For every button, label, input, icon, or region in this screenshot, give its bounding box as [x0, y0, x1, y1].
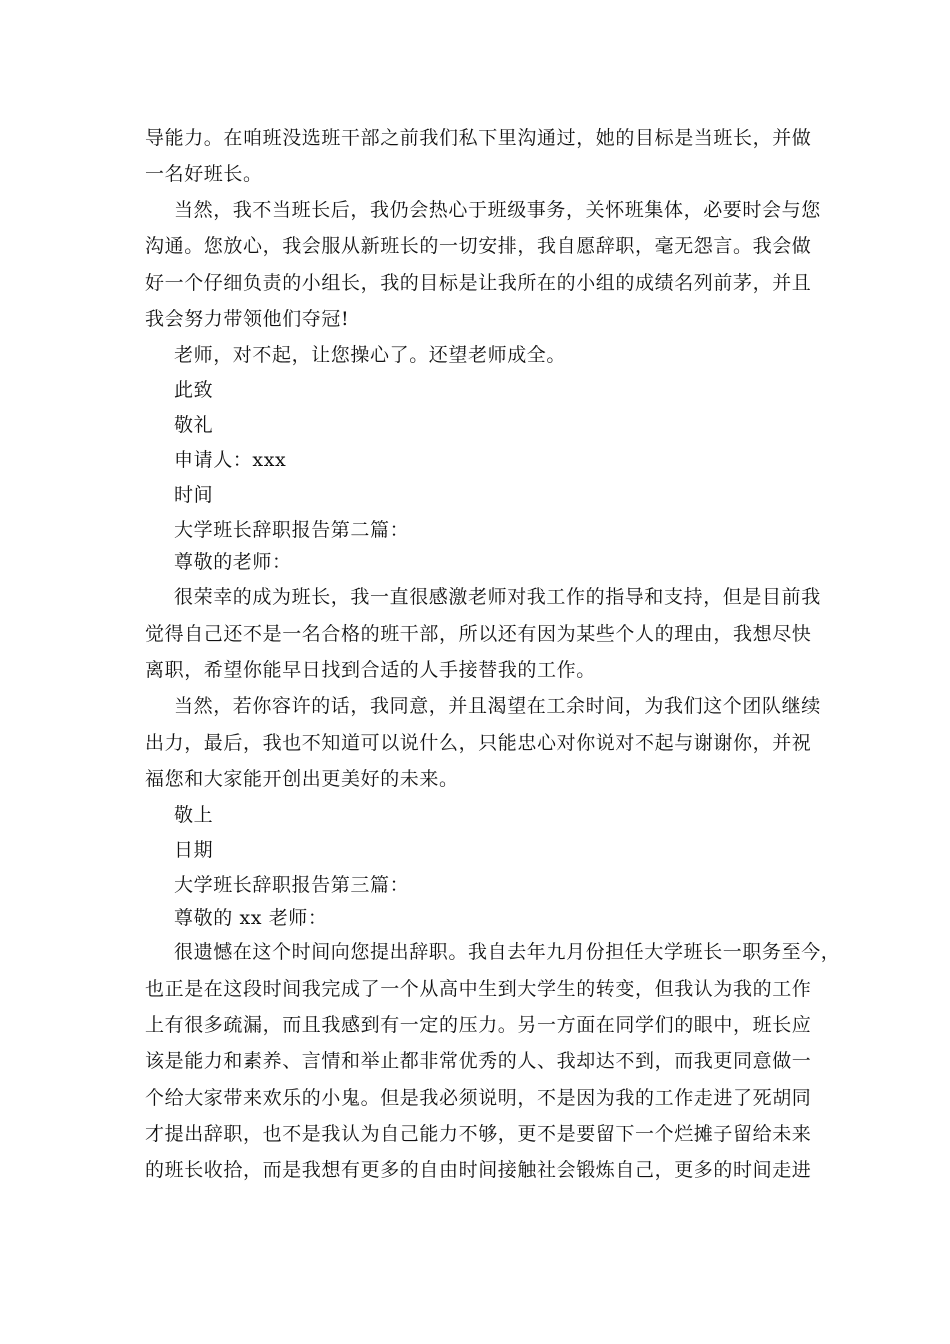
- text-line: 才提出辞职，也不是我认为自己能力不够，更不是要留下一个烂摊子留给未来: [145, 1123, 812, 1145]
- date-line: 时间: [174, 484, 214, 506]
- text-line: 沟通。您放心，我会服从新班长的一切安排，我自愿辞职，毫无怨言。我会做: [145, 235, 812, 257]
- applicant-line: 申请人：xxx: [174, 449, 287, 471]
- text-line: 离职，希望你能早日找到合适的人手接替我的工作。: [145, 659, 596, 681]
- text-line: 很荣幸的成为班长，我一直很感激老师对我工作的指导和支持，但是目前我: [174, 586, 821, 608]
- text-line: 一名好班长。: [145, 163, 263, 185]
- text-line: 上有很多疏漏，而且我感到有一定的压力。另一方面在同学们的眼中，班长应: [145, 1014, 812, 1036]
- section-heading: 大学班长辞职报告第二篇：: [174, 519, 410, 541]
- text-line: 我会努力带领他们夺冠!: [145, 308, 350, 330]
- text-line: 当然，我不当班长后，我仍会热心于班级事务，关怀班集体，必要时会与您: [174, 199, 821, 221]
- text-line: 好一个仔细负责的小组长，我的目标是让我所在的小组的成绩名列前茅，并且: [145, 272, 812, 294]
- text-line: 很遗憾在这个时间向您提出辞职。我自去年九月份担任大学班长一职务至今，: [174, 941, 841, 963]
- salutation-line: 尊敬的 xx 老师：: [174, 907, 328, 929]
- section-heading: 大学班长辞职报告第三篇：: [174, 874, 410, 896]
- text-line: 当然，若你容许的话，我同意，并且渴望在工余时间，为我们这个团队继续: [174, 695, 821, 717]
- text-line: 的班长收拾，而是我想有更多的自由时间接触社会锻炼自己，更多的时间走进: [145, 1159, 812, 1181]
- text-line: 也正是在这段时间我完成了一个从高中生到大学生的转变，但我认为我的工作: [145, 978, 812, 1000]
- text-line: 福您和大家能开创出更美好的未来。: [145, 768, 459, 790]
- text-line: 个给大家带来欢乐的小鬼。但是我必须说明，不是因为我的工作走进了死胡同: [145, 1087, 812, 1109]
- text-line: 老师，对不起，让您操心了。还望老师成全。: [174, 344, 567, 366]
- closing-line: 此致: [174, 379, 214, 401]
- salutation-line: 尊敬的老师：: [174, 551, 292, 573]
- date-line: 日期: [174, 839, 214, 861]
- text-line: 觉得自己还不是一名合格的班干部，所以还有因为某些个人的理由，我想尽快: [145, 623, 812, 645]
- closing-line: 敬礼: [174, 414, 214, 436]
- text-line: 出力，最后，我也不知道可以说什么，只能忠心对你说对不起与谢谢你，并祝: [145, 732, 812, 754]
- closing-line: 敬上: [174, 804, 214, 826]
- text-line: 导能力。在咱班没选班干部之前我们私下里沟通过，她的目标是当班长，并做: [145, 127, 812, 149]
- text-line: 该是能力和素养、言情和举止都非常优秀的人、我却达不到，而我更同意做一: [145, 1050, 812, 1072]
